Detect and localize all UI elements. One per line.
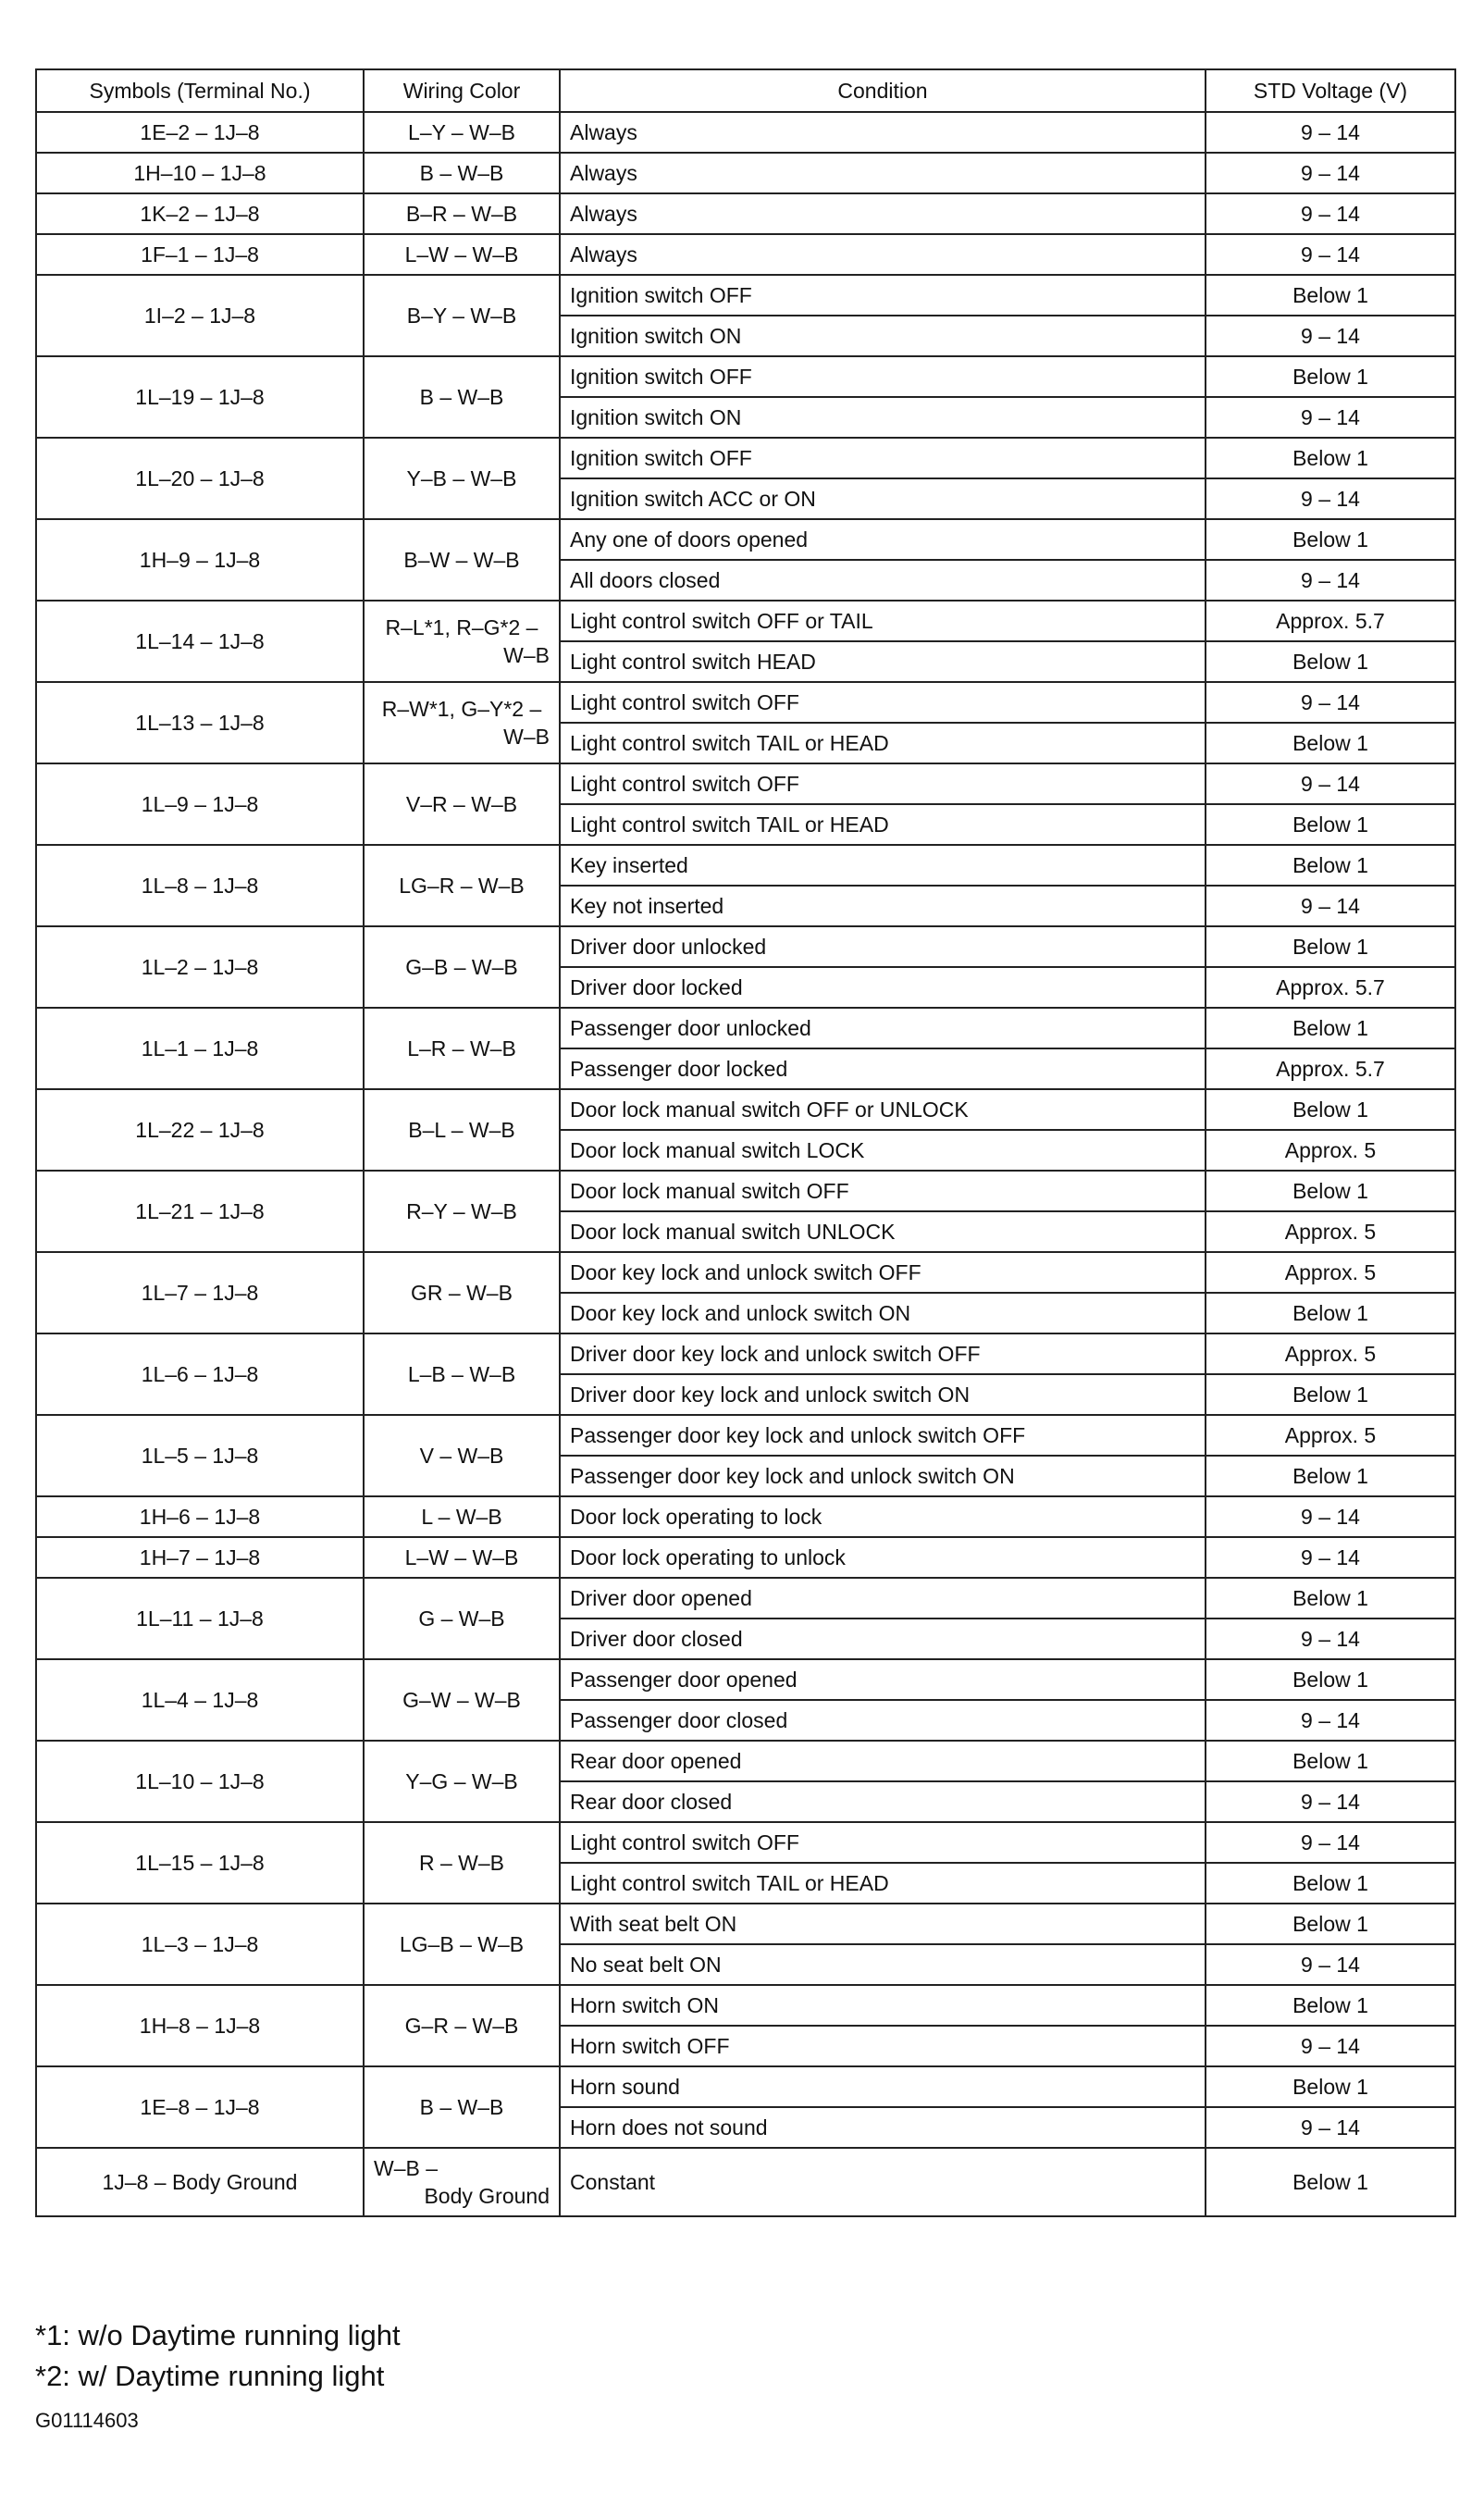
condition-cell: Any one of doors opened	[560, 519, 1206, 560]
condition-cell: Horn sound	[560, 2066, 1206, 2107]
wiring-color-cell: B – W–B	[364, 2066, 560, 2148]
condition-cell: Always	[560, 193, 1206, 234]
std-voltage-cell: 9 – 14	[1206, 1781, 1455, 1822]
std-voltage-cell: Below 1	[1206, 1171, 1455, 1211]
table-row	[36, 1904, 1455, 1944]
terminal-symbol-cell: 1L–21 – 1J–8	[36, 1171, 364, 1252]
condition-cell: Key not inserted	[560, 886, 1206, 926]
terminal-symbol-cell: 1L–4 – 1J–8	[36, 1659, 364, 1741]
terminal-symbol-cell: 1H–7 – 1J–8	[36, 1537, 364, 1578]
condition-cell: Always	[560, 153, 1206, 193]
wiring-color-cell: B – W–B	[364, 356, 560, 438]
wiring-color-cell: GR – W–B	[364, 1252, 560, 1333]
std-voltage-cell: Approx. 5	[1206, 1211, 1455, 1252]
std-voltage-cell: 9 – 14	[1206, 1822, 1455, 1863]
condition-cell: Light control switch TAIL or HEAD	[560, 804, 1206, 845]
std-voltage-cell: Below 1	[1206, 641, 1455, 682]
table-row	[36, 2148, 1455, 2216]
condition-cell: Door lock operating to lock	[560, 1496, 1206, 1537]
wiring-color-cell: G–B – W–B	[364, 926, 560, 1008]
terminal-symbol-cell: 1L–7 – 1J–8	[36, 1252, 364, 1333]
condition-cell: Driver door key lock and unlock switch ON	[560, 1374, 1206, 1415]
table-row	[36, 275, 1455, 316]
terminal-symbol-cell: 1L–9 – 1J–8	[36, 763, 364, 845]
condition-cell: Passenger door locked	[560, 1048, 1206, 1089]
condition-cell: Rear door closed	[560, 1781, 1206, 1822]
terminal-symbol-cell: 1L–20 – 1J–8	[36, 438, 364, 519]
std-voltage-cell: Below 1	[1206, 438, 1455, 478]
condition-cell: Passenger door opened	[560, 1659, 1206, 1700]
terminal-symbol-cell: 1L–8 – 1J–8	[36, 845, 364, 926]
condition-cell: Light control switch OFF	[560, 1822, 1206, 1863]
terminal-symbol-cell: 1L–2 – 1J–8	[36, 926, 364, 1008]
condition-cell: Door lock manual switch UNLOCK	[560, 1211, 1206, 1252]
std-voltage-cell: 9 – 14	[1206, 1944, 1455, 1985]
condition-cell: Driver door closed	[560, 1619, 1206, 1659]
std-voltage-cell: Approx. 5	[1206, 1415, 1455, 1456]
std-voltage-cell: Below 1	[1206, 926, 1455, 967]
table-row	[36, 1008, 1455, 1048]
std-voltage-cell: Below 1	[1206, 804, 1455, 845]
terminal-symbol-cell: 1L–19 – 1J–8	[36, 356, 364, 438]
wiring-color-cell: Y–G – W–B	[364, 1741, 560, 1822]
wiring-color-cell: LG–B – W–B	[364, 1904, 560, 1985]
table-row	[36, 1537, 1455, 1578]
wiring-color-cell: L–W – W–B	[364, 1537, 560, 1578]
wiring-color-cell: B–R – W–B	[364, 193, 560, 234]
condition-cell: Horn switch OFF	[560, 2026, 1206, 2066]
std-voltage-cell: Below 1	[1206, 2066, 1455, 2107]
footnote: *2: w/ Daytime running light	[35, 2360, 385, 2392]
table-row	[36, 1578, 1455, 1619]
std-voltage-cell: Below 1	[1206, 1374, 1455, 1415]
terminal-symbol-cell: 1E–2 – 1J–8	[36, 112, 364, 153]
condition-cell: Ignition switch ON	[560, 316, 1206, 356]
terminal-symbol-cell: 1L–6 – 1J–8	[36, 1333, 364, 1415]
terminal-symbol-cell: 1H–9 – 1J–8	[36, 519, 364, 601]
std-voltage-cell: Below 1	[1206, 1578, 1455, 1619]
table-row	[36, 356, 1455, 397]
std-voltage-cell: 9 – 14	[1206, 1700, 1455, 1741]
std-voltage-cell: Approx. 5	[1206, 1130, 1455, 1171]
condition-cell: Door lock manual switch OFF or UNLOCK	[560, 1089, 1206, 1130]
std-voltage-cell: Below 1	[1206, 845, 1455, 886]
wiring-color-line: W–B –	[374, 2156, 439, 2180]
terminal-symbol-cell: 1L–15 – 1J–8	[36, 1822, 364, 1904]
condition-cell: Rear door opened	[560, 1741, 1206, 1781]
terminal-symbol-cell: 1H–8 – 1J–8	[36, 1985, 364, 2066]
condition-cell: Key inserted	[560, 845, 1206, 886]
std-voltage-cell: 9 – 14	[1206, 193, 1455, 234]
condition-cell: Passenger door key lock and unlock switch ON	[560, 1456, 1206, 1496]
terminal-symbol-cell: 1H–6 – 1J–8	[36, 1496, 364, 1537]
std-voltage-cell: 9 – 14	[1206, 397, 1455, 438]
footnote: *1: w/o Daytime running light	[35, 2319, 401, 2351]
condition-cell: Ignition switch ACC or ON	[560, 478, 1206, 519]
terminal-voltage-table	[35, 68, 1456, 2217]
condition-cell: Door key lock and unlock switch OFF	[560, 1252, 1206, 1293]
condition-cell: All doors closed	[560, 560, 1206, 601]
std-voltage-cell: Below 1	[1206, 519, 1455, 560]
std-voltage-cell: 9 – 14	[1206, 1496, 1455, 1537]
std-voltage-cell: Below 1	[1206, 1659, 1455, 1700]
table-row	[36, 112, 1455, 153]
table-row	[36, 1171, 1455, 1211]
std-voltage-cell: Approx. 5.7	[1206, 601, 1455, 641]
table-row	[36, 845, 1455, 886]
terminal-symbol-cell: 1E–8 – 1J–8	[36, 2066, 364, 2148]
figure-code: G01114603	[35, 2409, 139, 2432]
std-voltage-cell: Below 1	[1206, 723, 1455, 763]
std-voltage-cell: 9 – 14	[1206, 316, 1455, 356]
table-row	[36, 1089, 1455, 1130]
condition-cell: Driver door key lock and unlock switch OFF	[560, 1333, 1206, 1374]
terminal-symbol-cell: 1L–22 – 1J–8	[36, 1089, 364, 1171]
terminal-symbol-cell: 1F–1 – 1J–8	[36, 234, 364, 275]
wiring-color-cell: R – W–B	[364, 1822, 560, 1904]
terminal-symbol-cell: 1L–11 – 1J–8	[36, 1578, 364, 1659]
wiring-color-cell	[364, 2148, 560, 2216]
wiring-color-cell: Y–B – W–B	[364, 438, 560, 519]
wiring-color-line: Body Ground	[424, 2184, 550, 2208]
wiring-color-cell: L–R – W–B	[364, 1008, 560, 1089]
table-row	[36, 1252, 1455, 1293]
wiring-color-line: W–B	[503, 643, 550, 667]
std-voltage-cell: Below 1	[1206, 275, 1455, 316]
condition-cell: Driver door opened	[560, 1578, 1206, 1619]
table-row	[36, 682, 1455, 723]
table-header-row	[36, 69, 1455, 112]
condition-cell: Driver door unlocked	[560, 926, 1206, 967]
terminal-voltage-sheet	[35, 68, 1454, 2217]
header-condition: Condition	[560, 69, 1206, 112]
terminal-symbol-cell: 1H–10 – 1J–8	[36, 153, 364, 193]
wiring-color-cell: B – W–B	[364, 153, 560, 193]
condition-cell: Light control switch TAIL or HEAD	[560, 723, 1206, 763]
header-wiring-color: Wiring Color	[364, 69, 560, 112]
wiring-color-cell: G–W – W–B	[364, 1659, 560, 1741]
std-voltage-cell: Below 1	[1206, 1741, 1455, 1781]
std-voltage-cell: Approx. 5.7	[1206, 967, 1455, 1008]
wiring-color-cell: B–W – W–B	[364, 519, 560, 601]
condition-cell: Always	[560, 234, 1206, 275]
table-row	[36, 1496, 1455, 1537]
condition-cell: Door lock manual switch LOCK	[560, 1130, 1206, 1171]
table-row	[36, 519, 1455, 560]
table-row	[36, 926, 1455, 967]
condition-cell: Horn does not sound	[560, 2107, 1206, 2148]
terminal-symbol-cell: 1L–13 – 1J–8	[36, 682, 364, 763]
std-voltage-cell: Below 1	[1206, 356, 1455, 397]
header-symbols: Symbols (Terminal No.)	[36, 69, 364, 112]
wiring-color-cell: R–Y – W–B	[364, 1171, 560, 1252]
table-row	[36, 193, 1455, 234]
std-voltage-cell: 9 – 14	[1206, 153, 1455, 193]
condition-cell: No seat belt ON	[560, 1944, 1206, 1985]
condition-cell: Door key lock and unlock switch ON	[560, 1293, 1206, 1333]
wiring-color-line: R–L*1, R–G*2 –	[385, 615, 538, 639]
std-voltage-cell: Below 1	[1206, 1089, 1455, 1130]
condition-cell: Ignition switch OFF	[560, 356, 1206, 397]
std-voltage-cell: 9 – 14	[1206, 560, 1455, 601]
condition-cell: With seat belt ON	[560, 1904, 1206, 1944]
std-voltage-cell: Below 1	[1206, 1008, 1455, 1048]
condition-cell: Horn switch ON	[560, 1985, 1206, 2026]
std-voltage-cell: 9 – 14	[1206, 112, 1455, 153]
table-row	[36, 601, 1455, 641]
std-voltage-cell: Below 1	[1206, 1863, 1455, 1904]
std-voltage-cell: 9 – 14	[1206, 886, 1455, 926]
condition-cell: Driver door locked	[560, 967, 1206, 1008]
condition-cell: Light control switch HEAD	[560, 641, 1206, 682]
wiring-color-cell	[364, 682, 560, 763]
condition-cell: Light control switch OFF	[560, 682, 1206, 723]
std-voltage-cell: Approx. 5.7	[1206, 1048, 1455, 1089]
table-row	[36, 1333, 1455, 1374]
terminal-symbol-cell: 1L–5 – 1J–8	[36, 1415, 364, 1496]
condition-cell: Ignition switch OFF	[560, 438, 1206, 478]
condition-cell: Ignition switch ON	[560, 397, 1206, 438]
std-voltage-cell: Below 1	[1206, 1904, 1455, 1944]
wiring-color-cell: V–R – W–B	[364, 763, 560, 845]
wiring-color-cell: B–L – W–B	[364, 1089, 560, 1171]
condition-cell: Door lock manual switch OFF	[560, 1171, 1206, 1211]
std-voltage-cell: 9 – 14	[1206, 234, 1455, 275]
terminal-symbol-cell: 1L–14 – 1J–8	[36, 601, 364, 682]
table-row	[36, 1985, 1455, 2026]
std-voltage-cell: 9 – 14	[1206, 763, 1455, 804]
std-voltage-cell: 9 – 14	[1206, 1619, 1455, 1659]
condition-cell: Light control switch OFF or TAIL	[560, 601, 1206, 641]
condition-cell: Always	[560, 112, 1206, 153]
wiring-color-cell: L–W – W–B	[364, 234, 560, 275]
table-body	[36, 112, 1455, 2216]
std-voltage-cell: Below 1	[1206, 1985, 1455, 2026]
wiring-color-cell: L – W–B	[364, 1496, 560, 1537]
table-row	[36, 1822, 1455, 1863]
std-voltage-cell: 9 – 14	[1206, 2026, 1455, 2066]
condition-cell: Passenger door key lock and unlock switch OFF	[560, 1415, 1206, 1456]
table-row	[36, 234, 1455, 275]
terminal-symbol-cell: 1I–2 – 1J–8	[36, 275, 364, 356]
condition-cell: Passenger door closed	[560, 1700, 1206, 1741]
header-std-voltage: STD Voltage (V)	[1206, 69, 1455, 112]
terminal-symbol-cell: 1J–8 – Body Ground	[36, 2148, 364, 2216]
condition-cell: Light control switch OFF	[560, 763, 1206, 804]
table-row	[36, 1415, 1455, 1456]
terminal-symbol-cell: 1L–3 – 1J–8	[36, 1904, 364, 1985]
table-row	[36, 2066, 1455, 2107]
std-voltage-cell: Below 1	[1206, 1456, 1455, 1496]
condition-cell: Passenger door unlocked	[560, 1008, 1206, 1048]
std-voltage-cell: 9 – 14	[1206, 478, 1455, 519]
std-voltage-cell: Below 1	[1206, 1293, 1455, 1333]
table-row	[36, 763, 1455, 804]
table-row	[36, 1659, 1455, 1700]
wiring-color-cell: G–R – W–B	[364, 1985, 560, 2066]
footnotes	[35, 2315, 401, 2397]
wiring-color-cell: L–B – W–B	[364, 1333, 560, 1415]
std-voltage-cell: Approx. 5	[1206, 1252, 1455, 1293]
condition-cell: Ignition switch OFF	[560, 275, 1206, 316]
wiring-color-cell: L–Y – W–B	[364, 112, 560, 153]
std-voltage-cell: Below 1	[1206, 2148, 1455, 2216]
terminal-symbol-cell: 1K–2 – 1J–8	[36, 193, 364, 234]
table-row	[36, 153, 1455, 193]
wiring-color-cell: G – W–B	[364, 1578, 560, 1659]
std-voltage-cell: 9 – 14	[1206, 1537, 1455, 1578]
wiring-color-cell	[364, 601, 560, 682]
wiring-color-cell: V – W–B	[364, 1415, 560, 1496]
wiring-color-line: R–W*1, G–Y*2 –	[381, 697, 542, 721]
std-voltage-cell: Approx. 5	[1206, 1333, 1455, 1374]
wiring-color-line: W–B	[503, 725, 550, 749]
condition-cell: Light control switch TAIL or HEAD	[560, 1863, 1206, 1904]
std-voltage-cell: 9 – 14	[1206, 682, 1455, 723]
std-voltage-cell: 9 – 14	[1206, 2107, 1455, 2148]
condition-cell: Constant	[560, 2148, 1206, 2216]
wiring-color-cell: B–Y – W–B	[364, 275, 560, 356]
condition-cell: Door lock operating to unlock	[560, 1537, 1206, 1578]
wiring-color-cell: LG–R – W–B	[364, 845, 560, 926]
terminal-symbol-cell: 1L–10 – 1J–8	[36, 1741, 364, 1822]
terminal-symbol-cell: 1L–1 – 1J–8	[36, 1008, 364, 1089]
table-row	[36, 438, 1455, 478]
table-row	[36, 1741, 1455, 1781]
